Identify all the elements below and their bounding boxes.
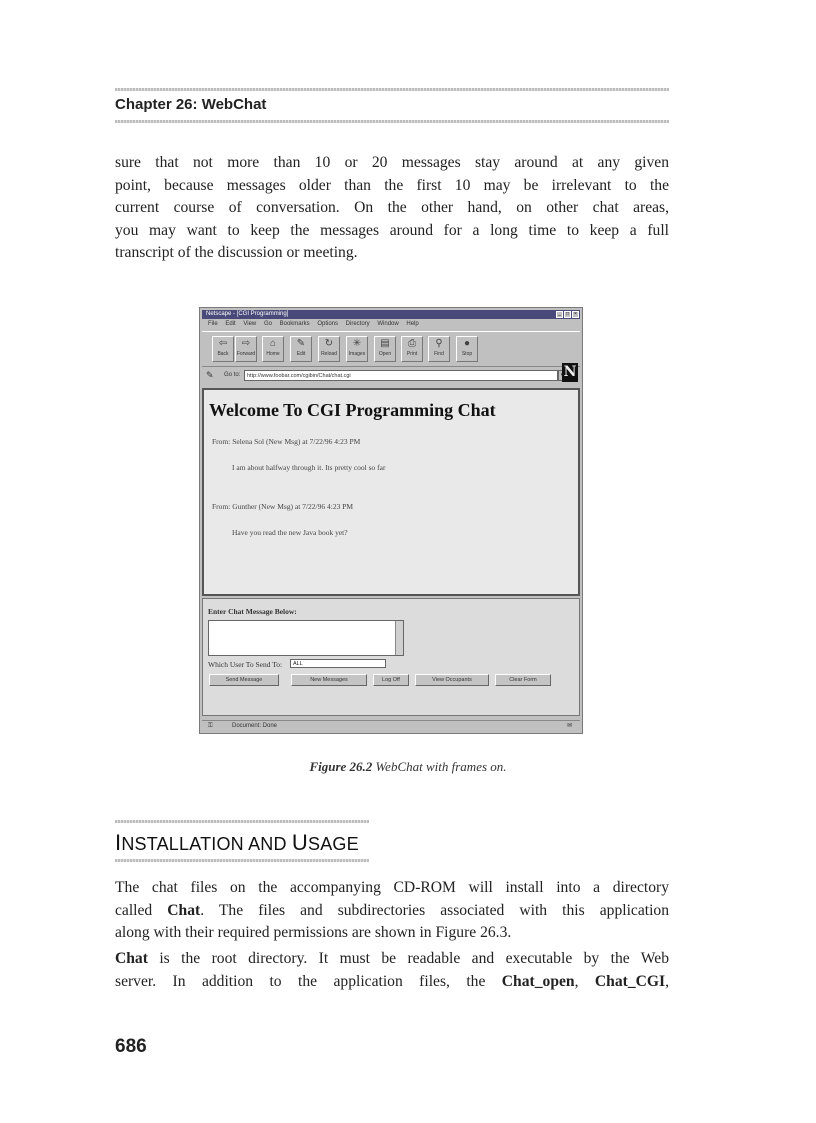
body-paragraph-1 [115, 877, 669, 945]
menu-item: Bookmarks [279, 321, 310, 327]
figure-caption-text: WebChat with frames on. [372, 759, 507, 774]
menu-item: Help [406, 321, 419, 327]
view-occupants-button: View Occupants [415, 674, 489, 686]
text-line: server. In addition to the application files, the Chat_open, Chat_CGI, [115, 972, 669, 990]
text-line: you may want to keep the messages around for a long time to keep a full [115, 221, 669, 239]
log-off-button: Log Off [373, 674, 409, 686]
chat-input-frame [202, 598, 580, 716]
text-line: sure that not more than 10 or 20 messages stay around at any given [115, 154, 669, 171]
window-title: Netscape - [CGI Programming] [206, 311, 289, 317]
section-rule-bottom [115, 859, 369, 862]
message-from: From: Gunther (New Msg) at 7/22/96 4:23 PM [212, 502, 354, 511]
print-button: ⎙ Print [401, 336, 423, 362]
menu-item: Go [263, 321, 272, 327]
back-arrow-icon: ⇦ [218, 338, 228, 349]
message-text: Have you read the new Java book yet? [232, 528, 348, 537]
send-to-input: ALL [290, 659, 386, 668]
netscape-logo-icon: N [563, 364, 577, 380]
open-icon: ▤ [380, 338, 390, 349]
security-key-icon: ⚿ [208, 723, 213, 729]
message-from: From: Selena Sol (New Msg) at 7/22/96 4:23 PM [212, 437, 361, 446]
figure-label: Figure 26.2 [309, 759, 373, 774]
chat-messages-frame [202, 388, 580, 596]
forward-arrow-icon: ⇨ [241, 338, 251, 349]
location-url: http://www.foobar.com/cgibin/Chat/chat.cgi [244, 370, 558, 381]
find-icon: ⚲ [435, 338, 443, 349]
stop-icon: ● [463, 338, 471, 349]
back-button: ⇦ Back [212, 336, 234, 362]
menu-item: Options [317, 321, 338, 327]
chat-page-heading: Welcome To CGI Programming Chat [209, 400, 496, 420]
send-to-label: Which User To Send To: [208, 660, 283, 669]
chapter-header: Chapter 26: WebChat [115, 96, 267, 113]
menu-item: View [243, 321, 257, 327]
pencil-icon: ✎ [296, 338, 306, 349]
text-line: along with their required permissions are shown in Figure 26.3. [115, 924, 512, 941]
page-number: 686 [115, 1036, 147, 1057]
edit-button: ✎ Edit [290, 336, 312, 362]
find-button: ⚲ Find [428, 336, 450, 362]
body-paragraph-2 [115, 948, 669, 993]
text-line: current course of conversation. On the other hand, on other chat areas, [115, 199, 669, 216]
send-message-button: Send Message [209, 674, 279, 686]
reload-icon: ↻ [324, 338, 334, 349]
status-text: Document: Done [232, 723, 278, 729]
intro-paragraph [115, 152, 669, 265]
bookmark-icon: ✎ [206, 370, 214, 380]
location-bar [202, 367, 580, 385]
close-icon: × [572, 311, 579, 318]
text-line: transcript of the discussion or meeting. [115, 244, 358, 261]
menu-item: File [208, 321, 218, 327]
open-button: ▤ Open [374, 336, 396, 362]
forward-button: ⇨ Forward [235, 336, 257, 362]
text-line: point, because messages older than the first 10 may be irrelevant to the [115, 176, 669, 194]
print-icon: ⎙ [408, 338, 416, 349]
text-line: Chat is the root directory. It must be readable and executable by the Web [115, 950, 669, 967]
text-line: called Chat. The files and subdirectories associated with this application [115, 901, 670, 919]
home-icon: ⌂ [269, 338, 277, 349]
home-button: ⌂ Home [262, 336, 284, 362]
browser-toolbar [202, 331, 580, 367]
section-title: INSTALLATION AND USAGE [115, 830, 359, 855]
reload-button: ↻ Reload [318, 336, 340, 362]
clear-form-button: Clear Form [495, 674, 551, 686]
figure-caption [0, 759, 816, 775]
message-textarea [208, 620, 404, 656]
window-titlebar [202, 310, 580, 319]
menu-item: Edit [225, 321, 236, 327]
browser-screenshot-figure [199, 307, 583, 734]
new-messages-button: New Messages [291, 674, 367, 686]
stop-button: ● Stop [456, 336, 478, 362]
text-line: The chat files on the accompanying CD-ROM will install into a directory [115, 879, 669, 896]
menu-item: Directory [345, 321, 370, 327]
scrollbar [395, 621, 403, 655]
header-rule-top [115, 88, 669, 91]
location-label: Go to: [224, 372, 241, 378]
message-prompt: Enter Chat Message Below: [208, 607, 297, 616]
status-bar [202, 720, 580, 731]
mail-icon: ✉ [566, 723, 572, 729]
menu-item: Window [377, 321, 399, 327]
images-icon: ✳ [352, 338, 362, 349]
header-rule-bottom [115, 120, 669, 123]
section-rule-top [115, 820, 369, 823]
minimize-icon: _ [556, 311, 563, 318]
message-text: I am about halfway through it. Its pretty cool so far [232, 463, 386, 472]
menu-bar [202, 320, 580, 329]
images-button: ✳ Images [346, 336, 368, 362]
maximize-icon: □ [565, 311, 570, 317]
